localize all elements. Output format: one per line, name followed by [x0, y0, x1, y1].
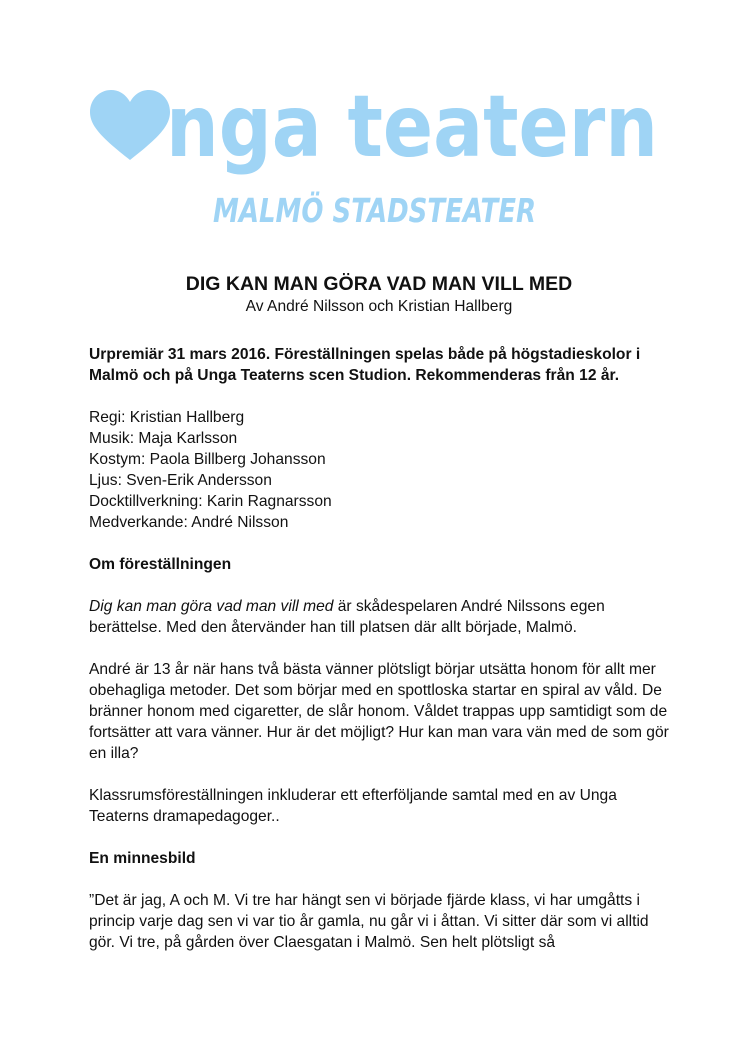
credit-line: Regi: Kristian Hallberg [89, 409, 245, 426]
credits-list [89, 407, 669, 533]
document-body [89, 268, 669, 953]
play-title-italic: Dig kan man göra vad man vill med [89, 598, 334, 615]
paragraph-text: är skådespelaren André Nilssons egen berättelse. Med den återvänder han till platsen där allt började, Malmö. [89, 598, 605, 636]
document-title: DIG KAN MAN GÖRA VAD MAN VILL MED [185, 273, 573, 295]
credit-line: Musik: Maja Karlsson [89, 430, 238, 447]
credit-line: Ljus: Sven-Erik Andersson [89, 472, 272, 489]
credit-line: Kostym: Paola Billberg Johansson [89, 451, 326, 468]
section-heading: Om föreställningen [89, 556, 232, 573]
body-paragraph: ”Det är jag, A och M. Vi tre har hängt sen vi började fjärde klass, vi har umgåtts i princip varje dag sen vi var tio år gamla, nu går vi i åttan. Vi sitter där som vi alltid gör. Vi tre, på gården över Claesgatan i Malmö. Sen helt plötsligt så [89, 892, 649, 951]
heart-icon [90, 90, 170, 160]
logo-graphic [90, 77, 660, 236]
credit-line: Docktillverkning: Karin Ragnarsson [89, 493, 332, 510]
body-paragraph: André är 13 år när hans två bästa vänner plötsligt börjar utsätta honom för allt mer obehagliga metoder. Det som börjar med en spottloska startar en spiral av våld. De bränner honom med cigaretter, de slår honom. Våldet trappas upp samtidigt som de fortsätter att vara vänner. Hur är det möjligt? Hur kan man vara vän med de som gör en illa? [89, 661, 669, 762]
logo-wordmark: nga teatern [166, 77, 658, 177]
logo-subtitle: MALMÖ STADSTEATER [213, 191, 624, 230]
unga-teatern-logo [90, 77, 660, 236]
section-heading: En minnesbild [89, 850, 196, 867]
body-paragraph [89, 596, 669, 638]
document-subtitle: Av André Nilsson och Kristian Hallberg [245, 298, 513, 315]
intro-paragraph: Urpremiär 31 mars 2016. Föreställningen spelas både på högstadieskolor i Malmö och på Unga Teaterns scen Studion. Rekommenderas från 12 år. [89, 346, 641, 384]
credit-line: Medverkande: André Nilsson [89, 514, 289, 531]
body-paragraph: Klassrumsföreställningen inkluderar ett efterföljande samtal med en av Unga Teaterns dramapedagoger.. [89, 787, 617, 825]
